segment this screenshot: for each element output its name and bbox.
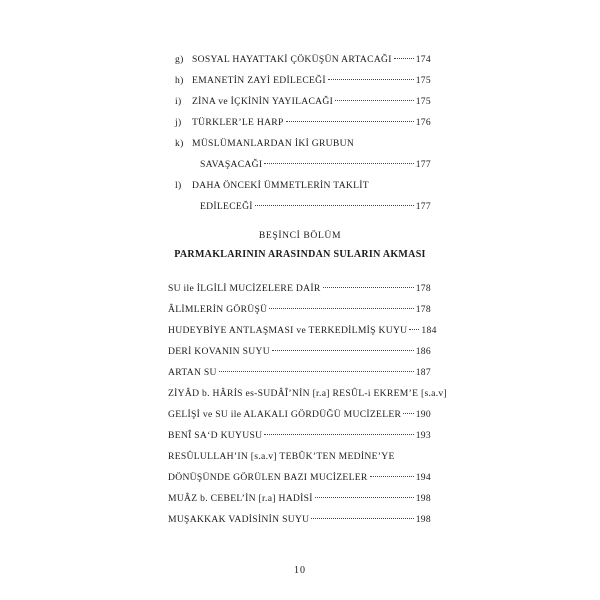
dot-leader <box>269 308 413 309</box>
toc-entry-text: ÂLİMLERİN GÖRÜŞÜ <box>168 304 268 315</box>
toc-entry <box>168 430 431 442</box>
toc-entry-text: SOSYAL HAYATTAKİ ÇÖKÜŞÜN ARTACAĞI <box>192 54 392 65</box>
toc-entry <box>192 96 431 108</box>
toc-entry <box>168 346 431 358</box>
toc-entry-page: 178 <box>415 283 431 294</box>
toc-entry-page: 193 <box>415 430 431 441</box>
dot-leader <box>264 163 413 164</box>
dot-leader <box>403 413 413 414</box>
dot-leader <box>264 434 413 435</box>
dot-leader <box>394 58 414 59</box>
toc-entry-text: TÜRKLER’LE HARP <box>192 117 284 128</box>
toc-entry-text-cont: EDİLECEĞİ <box>200 201 253 212</box>
toc-entry-text: BENÎ SA‘D KUYUSU <box>168 430 263 441</box>
toc-entry <box>168 472 431 484</box>
page-number: 10 <box>294 565 306 576</box>
dot-leader <box>370 476 414 477</box>
toc-entry-text: DAHA ÖNCEKİ ÜMMETLERİN TAKLİT <box>192 180 369 191</box>
toc-entry-page: 178 <box>415 304 431 315</box>
toc-entry-text: ZİNA ve İÇKİNİN YAYILACAĞI <box>192 96 334 107</box>
toc-entry-page: 198 <box>415 514 431 525</box>
toc-entry <box>192 117 431 129</box>
toc-entry-page: 187 <box>415 367 431 378</box>
toc-entry <box>168 304 431 316</box>
dot-leader <box>409 329 419 330</box>
toc-entry <box>168 325 437 337</box>
dot-leader <box>255 205 414 206</box>
toc-entry-page: 175 <box>415 96 431 107</box>
chapter-title: PARMAKLARININ ARASINDAN SULARIN AKMASI <box>174 249 426 260</box>
dot-leader <box>311 518 413 519</box>
toc-marker: h) <box>175 75 184 86</box>
toc-entry-page: 176 <box>415 117 431 128</box>
toc-entry-page: 194 <box>415 472 431 483</box>
toc-entry-text: MÜSLÜMANLARDAN İKİ GRUBUN <box>192 138 355 149</box>
toc-entry <box>200 201 431 213</box>
toc-entry-text: ZİYÂD b. HÂRİS es-SUDÂÎ’NİN [r.a] RESÛL-i EKREM’E [s.a.v] <box>168 388 448 399</box>
toc-entry <box>168 283 431 295</box>
dot-leader <box>219 371 414 372</box>
toc-entry <box>168 514 431 526</box>
dot-leader <box>328 79 414 80</box>
toc-marker: i) <box>175 96 182 107</box>
toc-entry <box>200 159 431 171</box>
toc-marker: j) <box>175 117 182 128</box>
toc-entry-text: DERİ KOVANIN SUYU <box>168 346 270 357</box>
toc-marker: k) <box>175 138 184 149</box>
toc-entry-text: RESÛLULLAH’IN [s.a.v] TEBÛK’TEN MEDİNE’YE <box>168 451 395 462</box>
toc-entry-text: EMANETİN ZAYİ EDİLECEĞİ <box>192 75 326 86</box>
dot-leader <box>335 100 414 101</box>
toc-entry-page: 175 <box>415 75 431 86</box>
toc-entry-page: 177 <box>415 201 431 212</box>
toc-entry <box>168 493 431 505</box>
toc-marker: l) <box>175 180 182 191</box>
toc-entry-page: 174 <box>415 54 431 65</box>
toc-entry <box>192 54 431 66</box>
toc-marker: g) <box>175 54 184 65</box>
dot-leader <box>272 350 414 351</box>
toc-entry-text: MUŞAKKAK VADİSİNİN SUYU <box>168 514 310 525</box>
toc-entry <box>168 409 431 421</box>
toc-entry-page: 177 <box>415 159 431 170</box>
toc-entry-page: 184 <box>421 325 437 336</box>
toc-entry-text: HUDEYBİYE ANTLAŞMASI ve TERKEDİLMİŞ KUYU <box>168 325 408 336</box>
toc-entry-text-cont: GELİŞİ ve SU ile ALAKALI GÖRDÜĞÜ MUCİZELER <box>168 409 402 420</box>
toc-entry-page: 186 <box>415 346 431 357</box>
dot-leader <box>323 287 414 288</box>
toc-entry <box>192 75 431 87</box>
dot-leader <box>315 497 414 498</box>
toc-entry-text-cont: SAVAŞACAĞI <box>200 159 263 170</box>
toc-entry-text: MUÂZ b. CEBEL’İN [r.a] HADİSİ <box>168 493 313 504</box>
toc-entry-page: 190 <box>415 409 431 420</box>
chapter-label: BEŞİNCİ BÖLÜM <box>258 230 342 241</box>
toc-entry-text: SU ile İLGİLİ MUCİZELERE DAİR <box>168 283 321 294</box>
toc-entry-text-cont: DÖNÜŞÜNDE GÖRÜLEN BAZI MUCİZELER <box>168 472 368 483</box>
toc-entry-text: ARTAN SU <box>168 367 217 378</box>
toc-entry-page: 198 <box>415 493 431 504</box>
dot-leader <box>286 121 414 122</box>
toc-entry <box>168 367 431 379</box>
